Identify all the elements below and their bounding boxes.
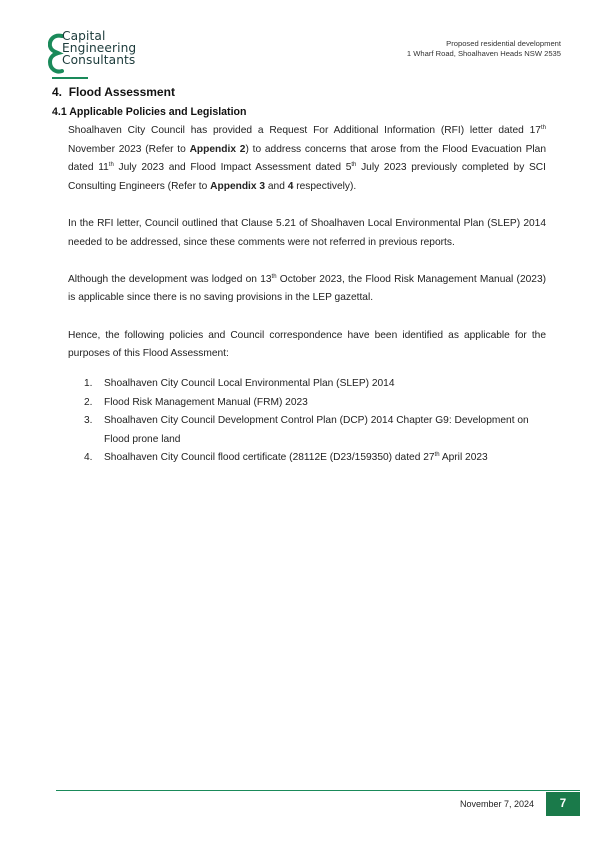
section-title: Flood Assessment [68,85,175,99]
logo-line-capital: Capital [62,29,106,43]
section-heading [52,85,175,99]
logo-line-engineering: Engineering [62,41,137,55]
company-logo [48,30,168,76]
project-title: Proposed residential development [446,39,561,48]
project-address: 1 Wharf Road, Shoalhaven Heads NSW 2535 [406,49,561,58]
logo-wordmark [62,30,136,66]
paragraph-policies-intro: Hence, the following policies and Council correspondence have been identified as applicable for the purposes of this Flood Assessment: [68,329,546,360]
section-number: 4. [52,85,63,99]
footer-divider [56,790,580,791]
page-number-badge [546,792,580,816]
list-item: 1. Shoalhaven City Council Local Environmental Plan (SLEP) 2014 [84,378,395,389]
paragraph-slep-clause: In the RFI letter, Council outlined that Clause 5.21 of Shoalhaven Local Environmental Plan (SLEP) 2014 needed to be addressed, since these comments were not referred in previous reports. [68,217,546,248]
list-item: 2. Flood Risk Management Manual (FRM) 2023 [84,396,308,408]
body-text [68,122,546,382]
footer-date: November 7, 2024 [460,799,535,809]
subsection-heading: 4.1 Applicable Policies and Legislation [52,106,247,118]
list-item: 3. Shoalhaven City Council Development Control Plan (DCP) 2014 Chapter G9: Development on Flood prone land [84,415,529,445]
appendix-3-reference: Appendix 3 [210,180,266,192]
policies-list [84,375,546,468]
appendix-2-reference: Appendix 2 [189,143,246,155]
appendix-4-reference: 4 [287,180,294,192]
paragraph-frm-manual: Although the development was lodged on 13th October 2023, the Flood Risk Management Manual (2023) is applicable since there is no saving provisions in the LEP gazettal. [68,273,547,304]
page-number: 7 [559,798,567,810]
paragraph-rfi-letter: Shoalhaven City Council has provided a Request For Additional Information (RFI) letter dated 17th November 2023 (Refer to Appendix 2) to address concerns that arose from the Flood Evacuation Plan dated 11th July 2023 and Flood Impact Assessment dated 5th July 2023 previously completed by SCI Consulting Engineers (Refer to Appendix 3 and 4 respectively). [68,125,546,192]
list-item: 4. Shoalhaven City Council flood certificate (28112E (D23/159350) dated 27th April 2023 [84,452,488,464]
logo-underline-divider [52,77,88,79]
header-project-info [407,39,561,59]
logo-line-consultants: Consultants [62,53,136,67]
